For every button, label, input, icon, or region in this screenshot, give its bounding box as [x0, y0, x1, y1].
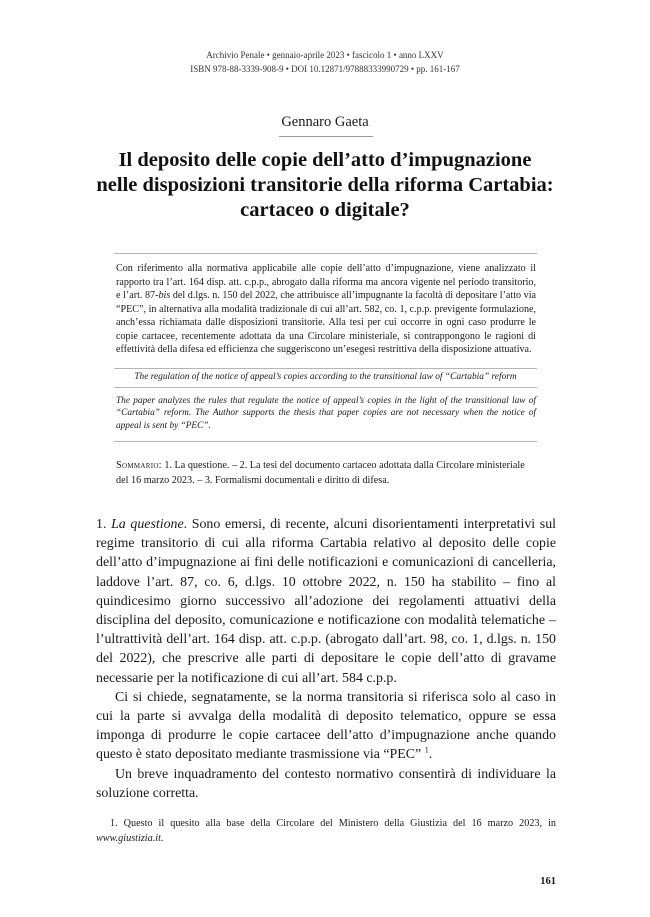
running-header-journal: Archivio Penale • gennaio-aprile 2023 • fascicolo 1 • anno LXXV — [206, 50, 444, 60]
paragraph-2-text: Ci si chiede, segnatamente, se la norma transitoria si riferisca solo al caso in cui la parte si avvalga della modalità di deposito telematico, oppure se essa imponga di produrre le copie cartacee dell’atto d’impugnazione anche quando questo è stato depositato mediante trasmissione via “PEC” — [96, 689, 556, 763]
summary-text: 1. La questione. – 2. La tesi del documento cartaceo adottata dalla Circolare ministeriale del 16 marzo 2023. – 3. Formalismi documentali e diritto di difesa. — [116, 460, 525, 486]
footnote-ref[interactable]: 1 — [424, 745, 429, 755]
running-header-isbn: ISBN 978-88-3339-908-9 • DOI 10.12871/97888333990729 • pp. 161-167 — [190, 64, 460, 74]
footnote-text: 1. Questo il quesito alla base della Circolare del Ministero della Giustizia del 16 marzo 2023, in — [110, 818, 556, 829]
author-divider — [279, 136, 373, 137]
author-name: Gennaro Gaeta — [281, 114, 369, 130]
title-line-3: cartaceo o digitale? — [240, 199, 410, 221]
paragraph-3: Un breve inquadramento del contesto normativo consentirà di individuare la soluzione corretta. — [96, 766, 556, 801]
paragraph-2-end: . — [428, 747, 433, 763]
english-title-top-rule — [114, 368, 537, 369]
footnote-link[interactable]: www.giustizia.it — [96, 833, 161, 844]
paragraph-1-text: . Sono emersi, di recente, alcuni disorientamenti interpretativi sul regime transitorio di cui alla riforma Cartabia relativo al deposito delle copie dell’atto d’impugnazione ai fini delle notificazioni e comunicazioni di cancelleria, laddove l’art. 87, co. 6, d.lgs. 10 ottobre 2022, n. 150 ha stabilito – fino al quindicesimo giorno successivo all’adozione dei regolamenti attuativi della disciplina del deposito, comunicazione e notificazione con modalità telematiche – l’ultrattività dell’art. 164 disp. att. c.p.p. (abrogato dall’art. 98, co. 1, d.lgs. n. 150 del 2022), che prescrive alle parti di depositare le copie dell’atto di gravame necessarie per la notificazione di cui all’art. 584 c.p.p. — [96, 517, 557, 686]
article-body — [96, 515, 556, 803]
title-line-2: nelle disposizioni transitorie della riforma Cartabia: — [96, 174, 554, 196]
abstract-bis: bis — [158, 290, 171, 301]
page-number: 161 — [540, 876, 556, 887]
section-number: 1. — [96, 517, 112, 532]
paragraph-2 — [96, 688, 556, 765]
abstract-english: The paper analyzes the rules that regulate the notice of appeal’s copies in the light of the transitional law of “Cartabia” reform. The Author supports the thesis that paper copies are not necessary when the notice of appeal is sent by “PEC”. — [116, 396, 536, 431]
footnote-1 — [96, 816, 556, 846]
abstract-text-part-1: Con riferimento alla normativa applicabile alle copie dell’atto d’impugnazione, viene analizzato il rapporto tra l’art. 164 disp. att. c.p.p., abrogato dalla riforma ma ancora vigente nel periodo transitorio, e l’art. 87- — [116, 263, 536, 301]
abstract-top-rule — [114, 253, 537, 254]
summary — [116, 458, 536, 488]
paragraph-1 — [96, 515, 556, 688]
abstract-text-part-2: del d.lgs. n. 150 del 2022, che attribuisce all’impugnante la facoltà di depositare l’atto via “PEC”, in alternativa alla modalità tradizionale di cui all’art. 582, co. 1, c.p.p. previgente formulazione, anch’essa richiamata dalle disposizioni transitorie. Alla tesi per cui occorre in ogni caso produrre le copie cartacee, recentemente adottata da una Circolare ministeriale, si contrappongono le ragioni di effettività della difesa ed efficienza che suggeriscono un’esegesi restrittiva della disposizione attuativa. — [116, 290, 536, 355]
abstract-bottom-rule — [114, 441, 537, 442]
title-line-1: Il deposito delle copie dell’atto d’impugnazione — [118, 149, 532, 171]
summary-label: Sommario: — [116, 460, 162, 471]
footnote-end: . — [160, 833, 164, 844]
abstract-italian — [116, 262, 536, 357]
section-title: La questione — [111, 517, 184, 532]
english-title: The regulation of the notice of appeal’s copies according to the transitional law of “Cartabia” reform — [134, 372, 517, 382]
article-title — [60, 148, 590, 223]
english-title-bottom-rule — [114, 387, 537, 388]
